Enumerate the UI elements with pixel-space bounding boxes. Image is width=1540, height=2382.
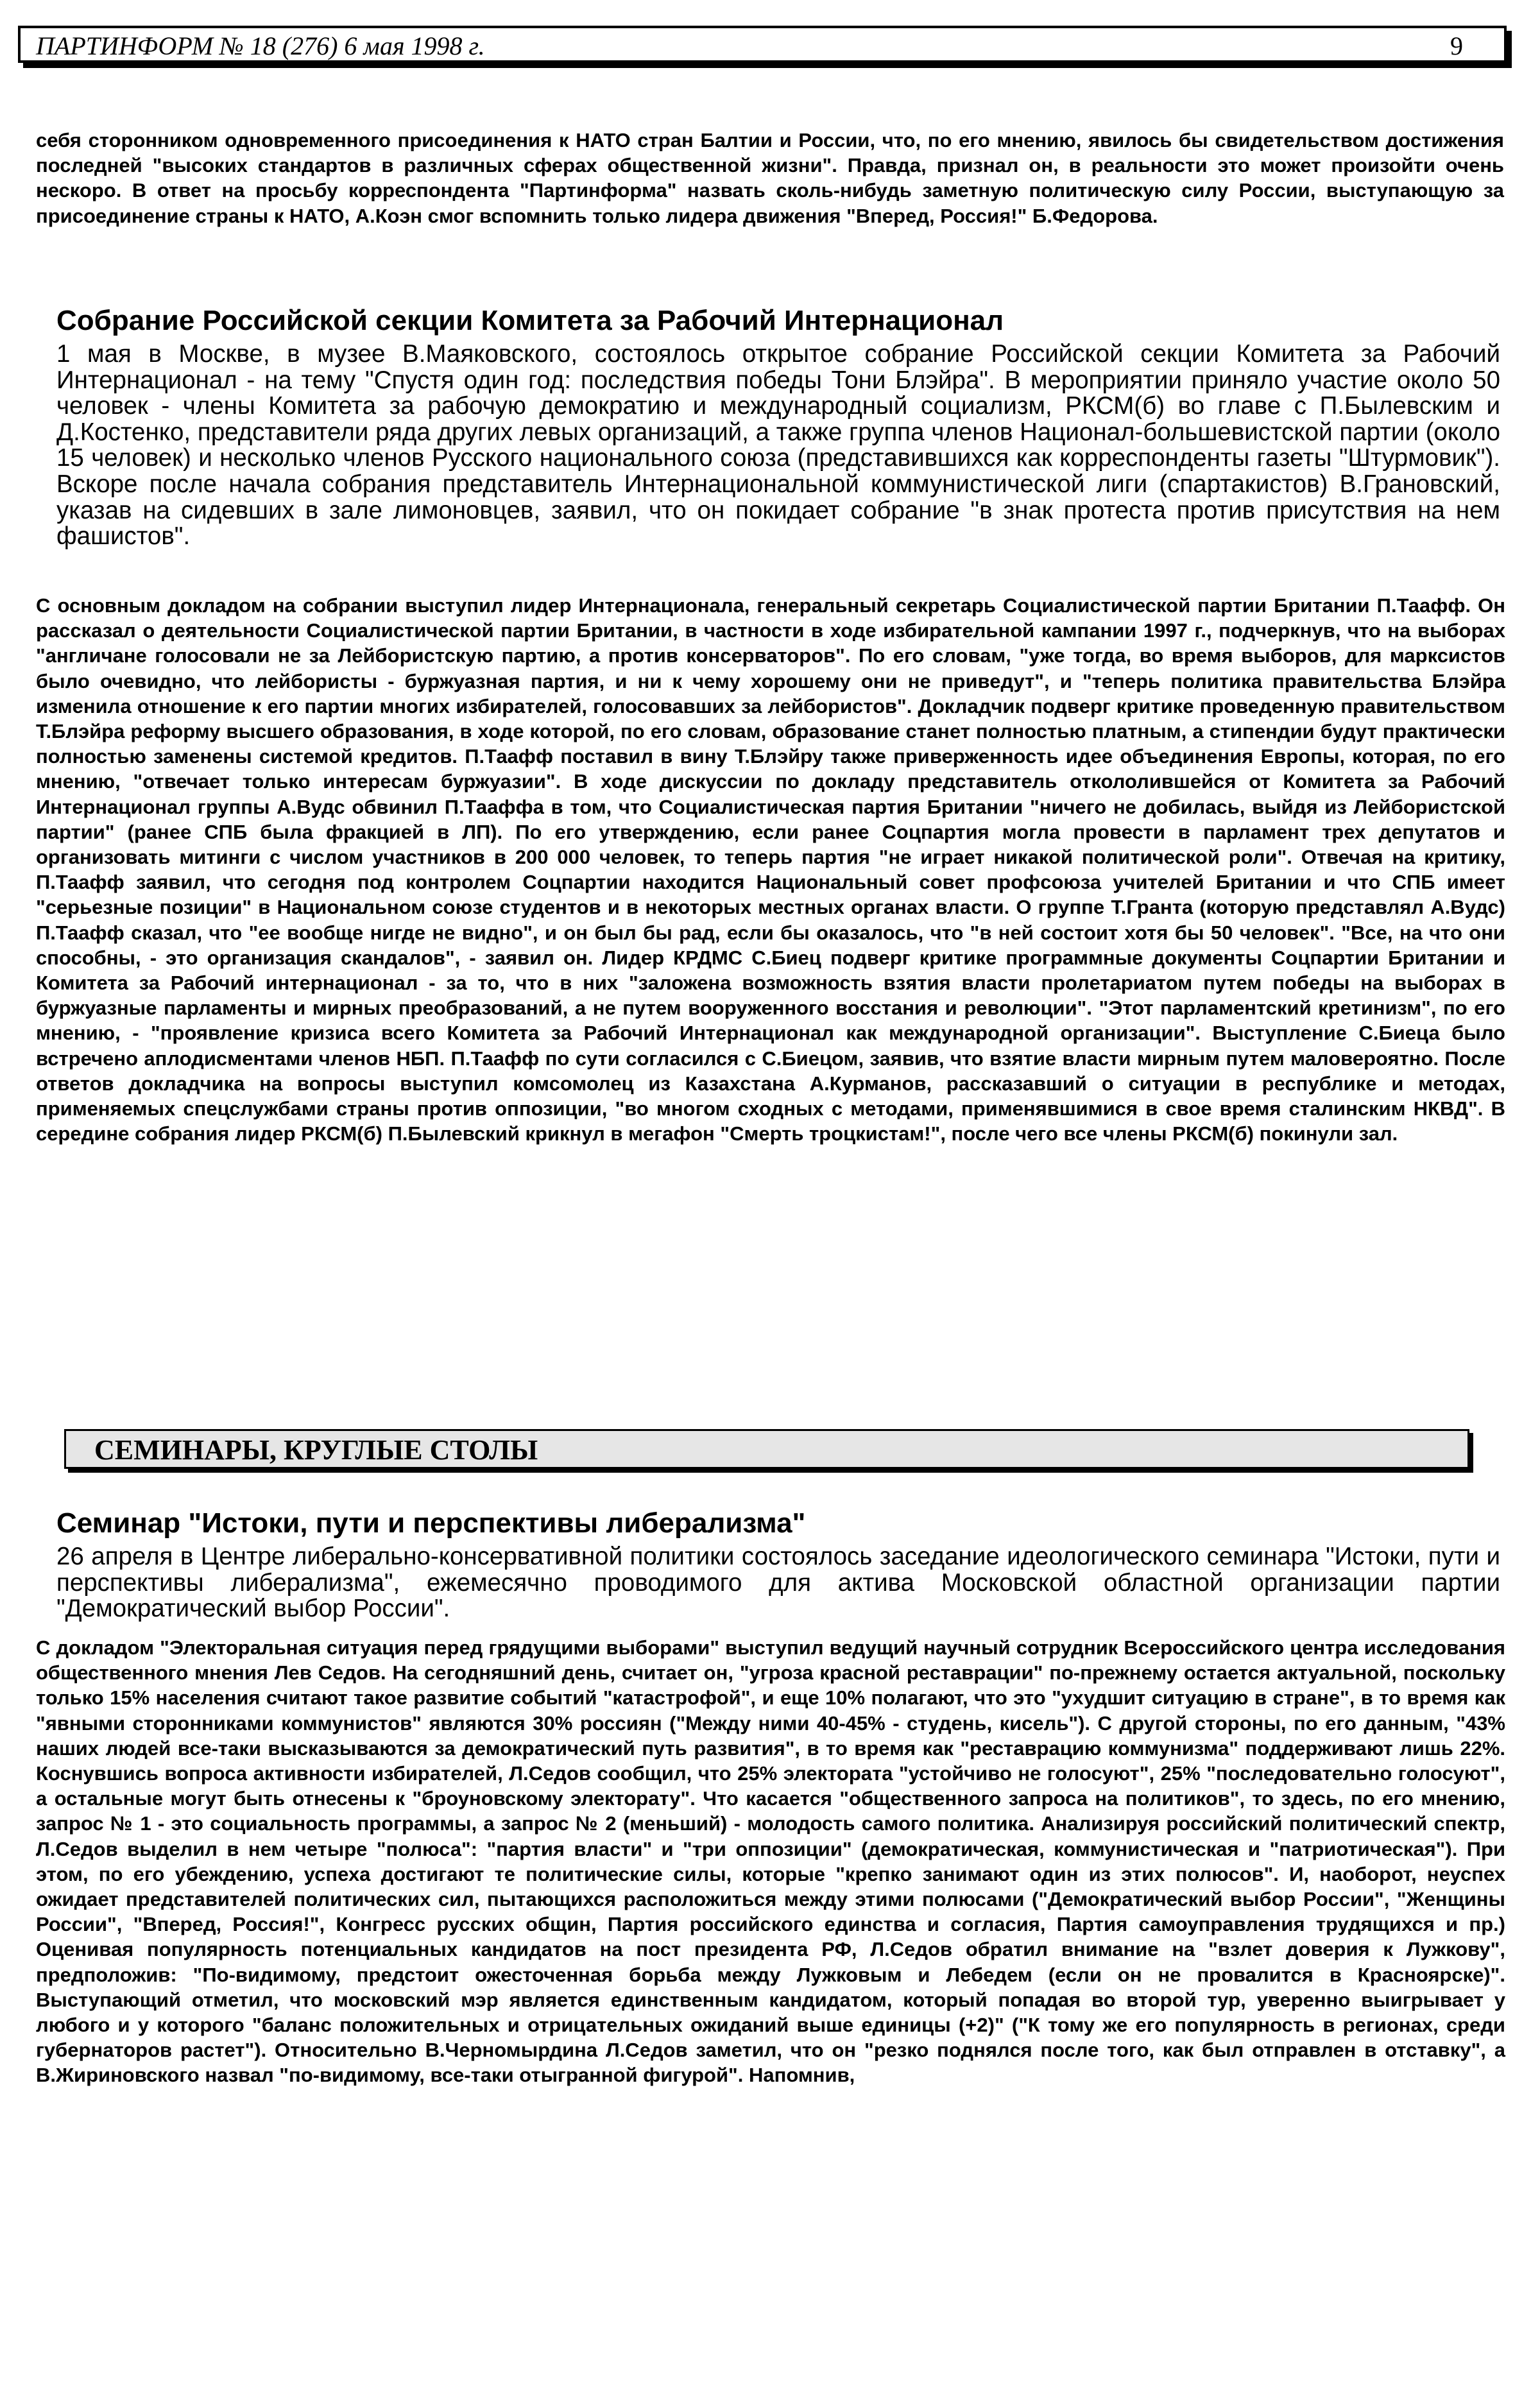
article-1-body: С основным докладом на собрании выступил лидер Интернационала, генеральный секретарь Социалистической партии Британии П.Таафф. Он рассказал о деятельности Социалистической партии Британии, в частности в ходе избирательной кампании 1997 г., подчеркнув, что на выборах "англичане голосовали не за Лейбористскую партию, а против консерваторов". По его словам, "уже тогда, во время выборов, для марксистов было очевидно, что лейбористы - буржуазная партия, и ни к чему хорошему они не приведут", и "теперь политика правительства Блэйра изменила отношение к его партии многих избирателей, голосовавших за лейбористов". Докладчик подверг критике проведенную правительством Т.Блэйра реформу высшего образования, в ходе которой, по его словам, образование станет полностью платным, а стипендии будут практически полностью заменены системой кредитов. П.Таафф поставил в вину Т.Блэйру также приверженность идее объединения Европы, которая, по его мнению, "отвечает только интересам буржуазии". В ходе дискуссии по докладу представитель откололившейся от Комитета за Рабочий Интернационал группы А.Вудс обвинил П.Тааффа в том, что Социалистическая партия Британии "ничего не добилась, выйдя из Лейбористской партии" (ранее СПБ была фракцией в ЛП). По его утверждению, если ранее Соцпартия могла провести в парламент трех депутатов и организовать митинги с числом участников в 200 000 человек, то теперь партия "не играет никакой политической роли". Отвечая на критику, П.Таафф заявил, что сегодня под контролем Соцпартии находится Национальный совет профсоюза учителей Британии и что СПБ имеет "серьезные позиции" в Национальном союзе студентов и в некоторых местных органах власти. О группе Т.Гранта (которую представлял А.Вудс) П.Таафф сказал, что "ее вообще нигде не видно", и он был бы рад, если бы оказалось, что "в ней состоит хотя бы 50 человек". "Все, на что они способны, - это организация скандалов", - заявил он. Лидер КРДМС С.Биец подверг критике программные документы Соцпартии Британии и Комитета за Рабочий интернационал - за то, что в них "заложена возможность взятия власти пролетариатом путем победы на выборах в буржуазные парламенты и мирных преобразований, а не путем вооруженного восстания и революции". "Этот парламентский кретинизм", по его мнению, - "проявление кризиса всего Комитета за Рабочий Интернационал как международной организации". Выступление С.Биеца было встречено аплодисментами членов НБП. П.Таафф по сути согласился с С.Биецом, заявив, что взятие власти мирным путем маловероятно. После ответов докладчика на вопросы выступил комсомолец из Казахстана А.Курманов, рассказавший о ситуации в республике и методах, применяемых спецслужбами страны против оппозиции, "во многом сходных с методами, применявшимися в свое время сталинским НКВД". В середине собрания лидер РКСМ(б) П.Былевский крикнул в мегафон "Смерть троцкистам!", после чего все члены РКСМ(б) покинули зал.	[36, 594, 1505, 1145]
publication-title: ПАРТИНФОРМ № 18 (276) 6 мая 1998 г.	[36, 31, 485, 60]
page-number: 9	[1450, 31, 1463, 60]
article-2-lead: 26 апреля в Центре либерально-консервативной политики состоялось заседание идеологического семинара "Истоки, пути и перспективы либерализма", ежемесячно проводимого для актива Московской областной организации партии "Демократический выбор России".	[56, 1543, 1500, 1623]
intro-paragraph: себя сторонником одновременного присоединения к НАТО стран Балтии и России, что, по его мнению, явилось бы свидетельством достижения последней "высоких стандартов в различных сферах общественной жизни". Правда, признал он, в реальности это может произойти очень нескоро. В ответ на просьбу корреспондента "Партинформа" назвать сколь-нибудь заметную политическую силу России, выступающую за присоединение страны к НАТО, А.Коэн смог вспомнить только лидера движения "Вперед, Россия!" Б.Федорова.	[36, 129, 1504, 227]
article-2-heading: Семинар "Истоки, пути и перспективы либерализма"	[56, 1507, 806, 1539]
section-banner	[64, 1429, 1469, 1469]
article-2-body: С докладом "Электоральная ситуация перед грядущими выборами" выступил ведущий научный сотрудник Всероссийского центра исследования общественного мнения Лев Седов. На сегодняшний день, считает он, "угроза красной реставрации" по-прежнему остается актуальной, поскольку только 15% населения считают такое развитие событий "катастрофой", и еще 10% полагают, что это "ухудшит ситуацию в стране", в то время как "явными сторонниками коммунистов" являются 30% россиян ("Между ними 40-45% - студень, кисель"). С другой стороны, по его данным, "43% наших людей все-таки высказываются за демократический путь развития", в то время как "реставрацию коммунизма" поддерживают лишь 22%. Коснувшись вопроса активности избирателей, Л.Седов сообщил, что 25% электората "устойчиво не голосуют", 25% "последовательно голосуют", а остальные могут быть отнесены к "броуновскому электорату". Что касается "общественного запроса на политиков", то здесь, по его мнению, запрос № 1 - это социальность программы, а запрос № 2 (меньший) - молодость самого политика. Анализируя российский политический спектр, Л.Седов выделил в нем четыре "полюса": "партия власти" и "три оппозиции" (демократическая, коммунистическая и "патриотическая"). При этом, по его убеждению, успеха достигают те политические силы, которые "крепко занимают один из этих полюсов". И, наоборот, неуспех ожидает представителей политических сил, пытающихся расположиться между этими полюсами ("Демократический выбор России", "Женщины России", "Вперед, Россия!", Конгресс русских общин, Партия российского единства и согласия, Партия самоуправления трудящихся и пр.) Оценивая популярность потенциальных кандидатов на пост президента РФ, Л.Седов обратил внимание на "взлет доверия к Лужкову", предположив: "По-видимому, предстоит ожесточенная борьба между Лужковым и Лебедем (если он не провалится в Красноярске)". Выступающий отметил, что московский мэр является единственным кандидатом, который попадая во второй тур, уверенно выигрывает у любого и у которого "баланс положительных и отрицательных ожиданий выше единицы (+2)" ("К тому же его популярность в регионах, среди губернаторов растет"). Относительно В.Черномырдина Л.Седов заметил, что он "резко поднялся после того, как был отправлен в отставку", а В.Жириновского назвал "по-видимому, все-таки отыгранной фигурой". Напомнив,	[36, 1636, 1505, 2087]
article-1-heading: Собрание Российской секции Комитета за Рабочий Интернационал	[56, 305, 1004, 336]
section-banner-label: СЕМИНАРЫ, КРУГЛЫЕ СТОЛЫ	[94, 1434, 538, 1466]
page-header	[18, 26, 1507, 63]
article-1-lead: 1 мая в Москве, в музее В.Маяковского, состоялось открытое собрание Российской секции Комитета за Рабочий Интернационал - на тему "Спустя один год: последствия победы Тони Блэйра". В мероприятии приняло участие около 50 человек - члены Комитета за рабочую демократию и международный социализм, РКСМ(б) во главе с П.Былевским и Д.Костенко, представители ряда других левых организаций, а также группа членов Национал-большевистской партии (около 15 человек) и несколько членов Русского национального союза (представившихся как корреспонденты газеты "Штурмовик"). Вскоре после начала собрания представитель Интернациональной коммунистической лиги (спартакистов) В.Грановский, указав на сидевших в зале лимоновцев, заявил, что он покидает собрание "в знак протеста против присутствия на нем фашистов".	[56, 340, 1500, 551]
